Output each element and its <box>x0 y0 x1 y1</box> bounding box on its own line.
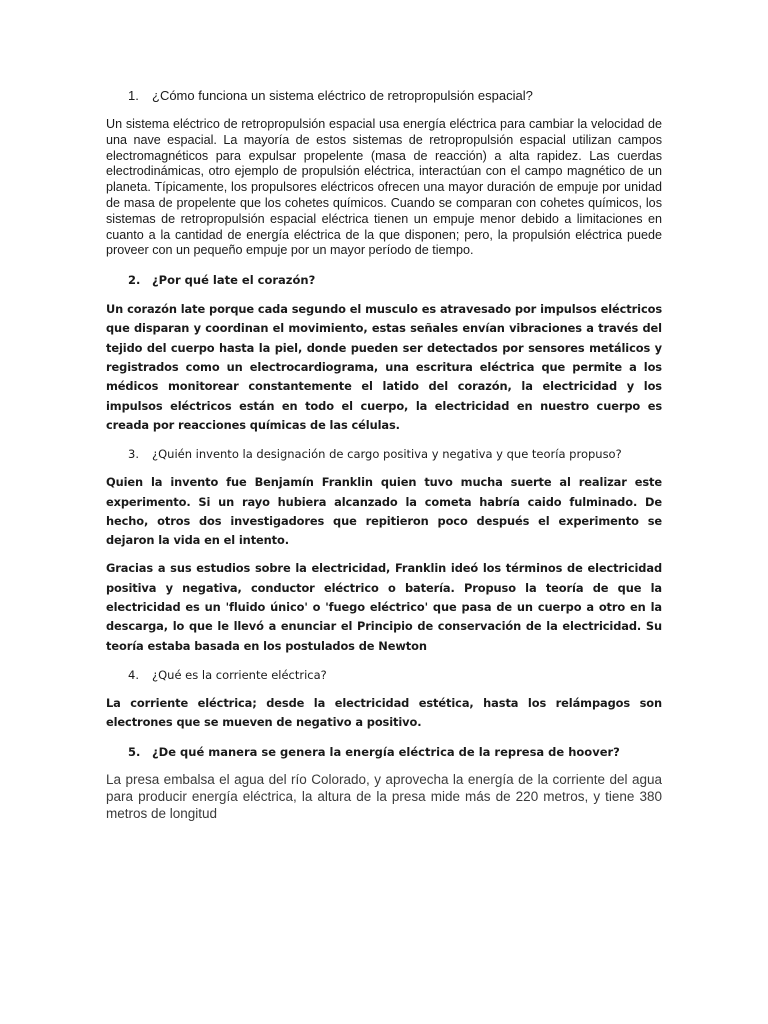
question-5-number: 5. <box>128 744 141 759</box>
document-page <box>106 86 662 822</box>
answer-1: Un sistema eléctrico de retropropulsión espacial usa energía eléctrica para cambiar la velocidad de una nave espacial. La mayoría de estos sistemas de retropropulsión espacial utilizan campos electromagnéticos para expulsar propelente (masa de reacción) a alta rapidez. Las cuerdas electrodinámicas, otro ejemplo de propulsión eléctrica, interactúan con el campo magnético de un planeta. Típicamente, los propulsores eléctricos ofrecen una mayor duración de empuje por unidad de masa de propelente que los cohetes químicos. Cuando se comparan con cohetes químicos, los sistemas de retropropulsión espacial eléctrica tienen un empuje menor debido a limitaciones en cuanto a la cantidad de energía eléctrica de la que disponen; pero, la propulsión eléctrica puede proveer con un pequeño empuje por un mayor período de tiempo. <box>106 117 662 258</box>
question-4 <box>106 666 662 685</box>
question-4-number: 4. <box>128 667 139 682</box>
answer-4: La corriente eléctrica; desde la electricidad estética, hasta los relámpagos son electrones que se mueven de negativo a positivo. <box>106 695 662 730</box>
answer-2: Un corazón late porque cada segundo el musculo es atravesado por impulsos eléctricos que disparan y coordinan el movimiento, estas señales envían vibraciones a través del tejido del cuerpo hasta la piel, donde pueden ser detectados por sensores metálicos y registrados como un electrocardiograma, una escritura eléctrica que permite a los médicos monitorear constantemente el latido del corazón, la electricidad y los impulsos eléctricos están en todo el cuerpo, la electricidad en nuestro cuerpo es creada por reacciones químicas de las células. <box>106 302 662 432</box>
answer-3-continued: Gracias a sus estudios sobre la electricidad, Franklin ideó los términos de electricidad positiva y negativa, conductor eléctrico o batería. Propuso la teoría de que la electricidad es un 'fluido único' o 'fuego eléctrico' que pasa de un cuerpo a otro en la descarga, lo que le llevó a enunciar el Principio de conservación de la electricidad. Su teoría estaba basada en los postulados de Newton <box>106 561 662 653</box>
question-2 <box>106 271 662 290</box>
answer-5: La presa embalsa el agua del río Colorado, y aprovecha la energía de la corriente del agua para producir energía eléctrica, la altura de la presa mide más de 220 metros, y tiene 380 metros de longitud <box>106 771 662 821</box>
question-1-number: 1. <box>128 88 139 103</box>
question-1 <box>106 86 662 105</box>
question-1-text: ¿Cómo funciona un sistema eléctrico de retropropulsión espacial? <box>152 88 533 103</box>
question-4-text: ¿Qué es la corriente eléctrica? <box>152 667 327 682</box>
question-3-number: 3. <box>128 447 139 462</box>
question-2-text: ¿Por qué late el corazón? <box>152 273 316 288</box>
question-5-text: ¿De qué manera se genera la energía eléctrica de la represa de hoover? <box>152 744 620 759</box>
question-2-number: 2. <box>128 273 141 288</box>
question-5 <box>106 743 662 762</box>
question-3 <box>106 445 662 464</box>
question-3-text: ¿Quién invento la designación de cargo positiva y negativa y que teoría propuso? <box>152 447 622 462</box>
answer-3: Quien la invento fue Benjamín Franklin quien tuvo mucha suerte al realizar este experimento. Si un rayo hubiera alcanzado la cometa habría caido fulminado. De hecho, otros dos investigadores que repitieron poco después el experimento se dejaron la vida en el intento. <box>106 475 662 548</box>
